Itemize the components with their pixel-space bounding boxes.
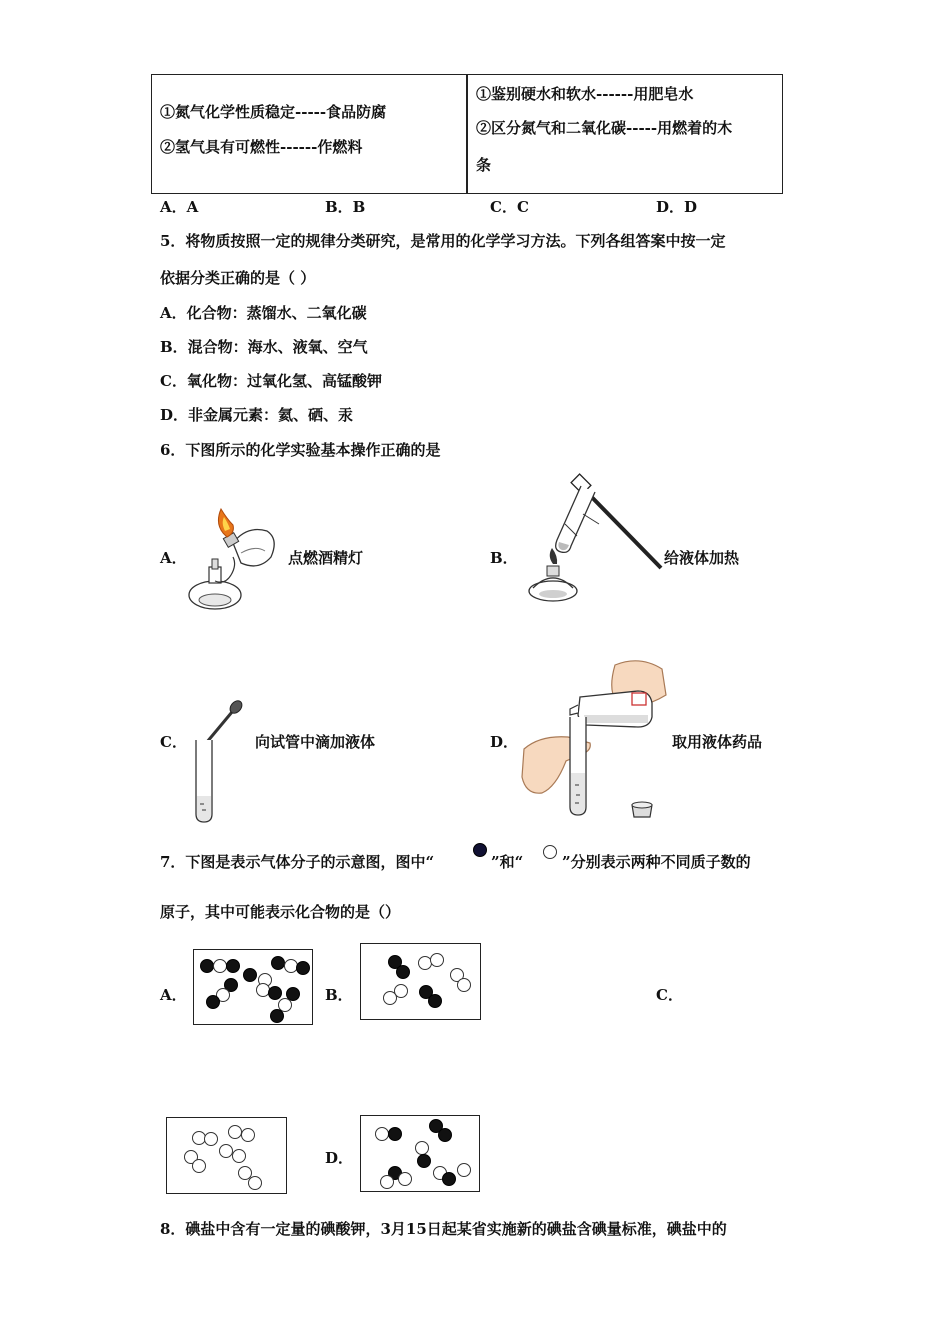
molecule-diagram-c bbox=[166, 1117, 287, 1194]
alcohol-lamp-lighting-illustration bbox=[185, 505, 290, 615]
black-atom-icon bbox=[472, 842, 488, 858]
q4-option-b: B．B bbox=[325, 198, 366, 216]
molecule-diagram-d bbox=[360, 1115, 480, 1192]
q6-option-b-label: B． bbox=[490, 549, 518, 567]
q7-stem-part-2: ”和“ bbox=[491, 853, 524, 871]
q7-stem-part-1: 7．下图是表示气体分子的示意图，图中“ bbox=[160, 853, 435, 871]
white-atom-icon bbox=[542, 844, 558, 860]
q6-option-c-label: C． bbox=[160, 733, 187, 751]
q7-option-b-label: B． bbox=[325, 986, 353, 1004]
q4-option-a: A．A bbox=[160, 198, 199, 216]
q5-stem-line-1: 5．将物质按照一定的规律分类研究，是常用的化学学习方法。下列各组答案中按一定 bbox=[160, 232, 726, 250]
table-right-line-3: 条 bbox=[476, 156, 492, 174]
q7-stem-line-2: 原子，其中可能表示化合物的是（） bbox=[160, 903, 401, 921]
heating-liquid-illustration bbox=[525, 476, 665, 608]
q7-option-d-label: D． bbox=[325, 1149, 354, 1167]
pouring-liquid-illustration bbox=[520, 655, 670, 825]
table-left-cell bbox=[151, 74, 468, 194]
q6-option-c-text: 向试管中滴加液体 bbox=[255, 733, 376, 751]
q7-stem-part-3: ”分别表示两种不同质子数的 bbox=[562, 853, 751, 871]
q4-option-d: D．D bbox=[656, 198, 698, 216]
q6-option-d-label: D． bbox=[490, 733, 519, 751]
q6-stem: 6．下图所示的化学实验基本操作正确的是 bbox=[160, 441, 441, 459]
molecule-diagram-a bbox=[193, 949, 313, 1025]
q6-option-d-text: 取用液体药品 bbox=[672, 733, 763, 751]
molecule-diagram-b bbox=[360, 943, 481, 1020]
q5-stem-line-2: 依据分类正确的是（ ） bbox=[160, 269, 316, 287]
table-right-line-1: ①鉴别硬水和软水------用肥皂水 bbox=[476, 85, 694, 103]
q8-stem: 8．碘盐中含有一定量的碘酸钾，3月15日起某省实施新的碘盐含碘量标准，碘盐中的 bbox=[160, 1220, 727, 1238]
table-right-line-2: ②区分氮气和二氧化碳-----用燃着的木 bbox=[476, 119, 733, 137]
q5-option-b: B．混合物：海水、液氧、空气 bbox=[160, 338, 368, 356]
q6-option-a-text: 点燃酒精灯 bbox=[288, 549, 364, 567]
q6-option-b-text: 给液体加热 bbox=[664, 549, 740, 567]
dropper-into-test-tube-illustration bbox=[190, 700, 250, 825]
table-left-line-2: ②氢气具有可燃性------作燃料 bbox=[160, 138, 363, 156]
q6-option-a-label: A． bbox=[160, 549, 187, 567]
q7-option-c-label: C． bbox=[656, 986, 683, 1004]
q5-option-c: C．氧化物：过氧化氢、高锰酸钾 bbox=[160, 372, 382, 390]
q5-option-a: A．化合物：蒸馏水、二氧化碳 bbox=[160, 304, 367, 322]
q5-option-d: D．非金属元素：氦、硒、汞 bbox=[160, 406, 354, 424]
q7-option-a-label: A． bbox=[160, 986, 187, 1004]
q4-option-c: C．C bbox=[490, 198, 529, 216]
table-left-line-1: ①氮气化学性质稳定-----食品防腐 bbox=[160, 103, 387, 121]
